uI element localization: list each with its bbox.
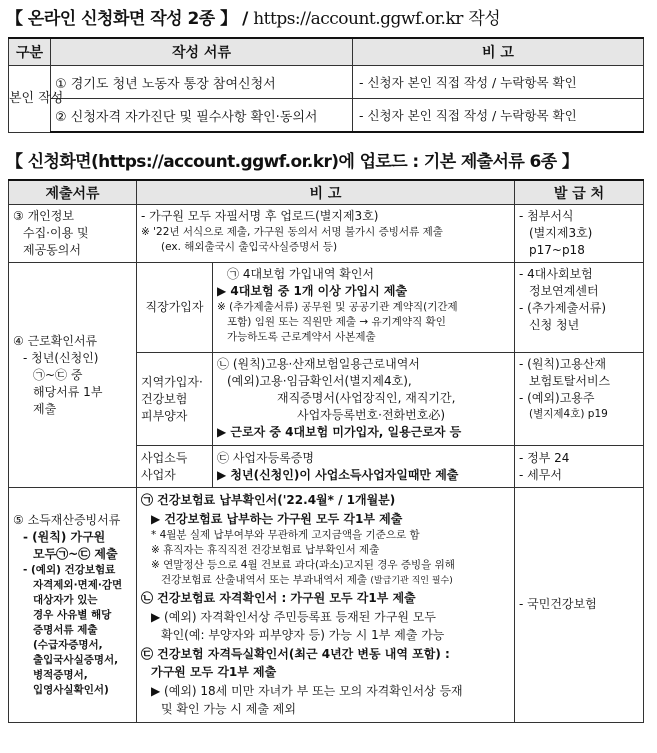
table-row — [9, 99, 644, 133]
note-cell: - 신청자 본인 직접 작성 / 누락항목 확인 — [353, 99, 644, 133]
online-forms-table — [8, 37, 644, 133]
note-cell-income: ㉠ 건강보험료 납부확인서('22.4월* / 1개월분) ▶ 건강보험료 납부하는 가구원 모두 각1부 제출 * 4월분 실제 납부여부와 무관하게 고지금액을 기준으로 함 ※ 휴직자는 휴직직전 건강보험료 납부확인서 제출 ※ 연말정산 등으로 4월 건보료 과다(과소)고지된 경우 증빙을 위해 건강보험료 산출내역서 또는 부과내역서 제출 (발급기관 직인 필수) ㉡ 건강보험료 자격확인서 : 가구원 모두 각1부 제출 ▶ (예외) 자격확인서상 주민등록표 등재된 가구원 모두 확인(예: 부양자와 피부양자 등) 가능 시 1부 제출 가능 ㉢ 건강보험 자격득실확인서(최근 4년간 변동 내역 포함) : 가구원 모두 각1부 제출 ▶ (예외) 18세 미만 자녀가 부 또는 모의 자격확인서상 등재 및 확인 가능 시 제출 제외 — [137, 488, 515, 723]
subtype-business: 사업소득 사업자 — [137, 446, 213, 488]
header-issuer: 발 급 처 — [515, 180, 644, 205]
header-note: 비 고 — [137, 180, 515, 205]
note-cell-regional: ㉡ (원칙)고용·산재보험일용근로내역서 (예외)고용·임금확인서(별지제4호), 재직증명서(사업장직인, 재직기간, 사업자등록번호·전화번호必) ▶ 근로자 중 4대보험 미가입자, 일용근로자 등 — [213, 353, 515, 446]
header-note: 비 고 — [353, 38, 644, 66]
category-cell: 본인 작성 — [9, 66, 51, 133]
issuer-cell-employee: - 4대사회보험 정보연계센터 - (추가제출서류) 신청 청년 — [515, 263, 644, 353]
subtype-regional: 지역가입자· 건강보험 피부양자 — [137, 353, 213, 446]
upload-documents-table — [8, 179, 644, 723]
table-row — [9, 488, 644, 723]
account-url: https://account.ggwf.or.kr — [253, 9, 463, 29]
note-cell-privacy: - 가구원 모두 자필서명 후 업로드(별지제3호) ※ '22년 서식으로 제출, 가구원 동의서 서명 불가시 증빙서류 제출 (ex. 해외출국시 출입국사실증명서 등) — [137, 205, 515, 263]
header-category: 구분 — [9, 38, 51, 66]
issuer-cell-income: - 국민건강보험 — [515, 488, 644, 723]
subtype-employee: 직장가입자 — [137, 263, 213, 353]
table-row — [9, 263, 644, 353]
doc-cell-employment: ④ 근로확인서류 - 청년(신청인) ㉠~㉢ 중 해당서류 1부 제출 — [9, 263, 137, 488]
section-heading-upload: 【 신청화면(https://account.ggwf.or.kr)에 업로드 : 기본 제출서류 6종 】 — [6, 152, 579, 172]
doc-cell-privacy: ③ 개인정보 수집·이용 및 제공동의서 — [9, 205, 137, 263]
section-heading-online: 【 온라인 신청화면 작성 2종 】 / https://account.ggwf.or.kr 작성 — [6, 9, 501, 29]
note-cell-business: ㉢ 사업자등록증명 ▶ 청년(신청인)이 사업소득사업자일때만 제출 — [213, 446, 515, 488]
note-cell-employee: ㉠ 4대보험 가입내역 확인서 ▶ 4대보험 중 1개 이상 가입시 제출 ※ (추가제출서류) 공무원 및 공공기관 계약직(기간제 포함) 임원 또는 직원만 제출 → 유기계약직 확인 가능하도록 근로계약서 사본제출 — [213, 263, 515, 353]
document-cell: ② 신청자격 자가진단 및 필수사항 확인·동의서 — [51, 99, 353, 133]
note-cell: - 신청자 본인 직접 작성 / 누락항목 확인 — [353, 66, 644, 99]
issuer-cell-privacy: - 첨부서식 (별지제3호) p17~p18 — [515, 205, 644, 263]
header-document: 작성 서류 — [51, 38, 353, 66]
table-row — [9, 205, 644, 263]
doc-cell-income: ⑤ 소득재산증빙서류 - (원칙) 가구원 모두㉠~㉢ 제출 - (예외) 건강보험료 자격제외·면제·감면 대상자가 있는 경우 사유별 해당 증명서류 제출 (수급자증명서, 출입국사실증명서, 병적증명서, 입영사실확인서) — [9, 488, 137, 723]
table-row — [9, 66, 644, 99]
issuer-cell-regional: - (원칙)고용산재 보험토탈서비스 - (예외)고용주 (별지제4호) p19 — [515, 353, 644, 446]
issuer-cell-business: - 정부 24 - 세무서 — [515, 446, 644, 488]
header-document: 제출서류 — [9, 180, 137, 205]
document-cell: ① 경기도 청년 노동자 통장 참여신청서 — [51, 66, 353, 99]
